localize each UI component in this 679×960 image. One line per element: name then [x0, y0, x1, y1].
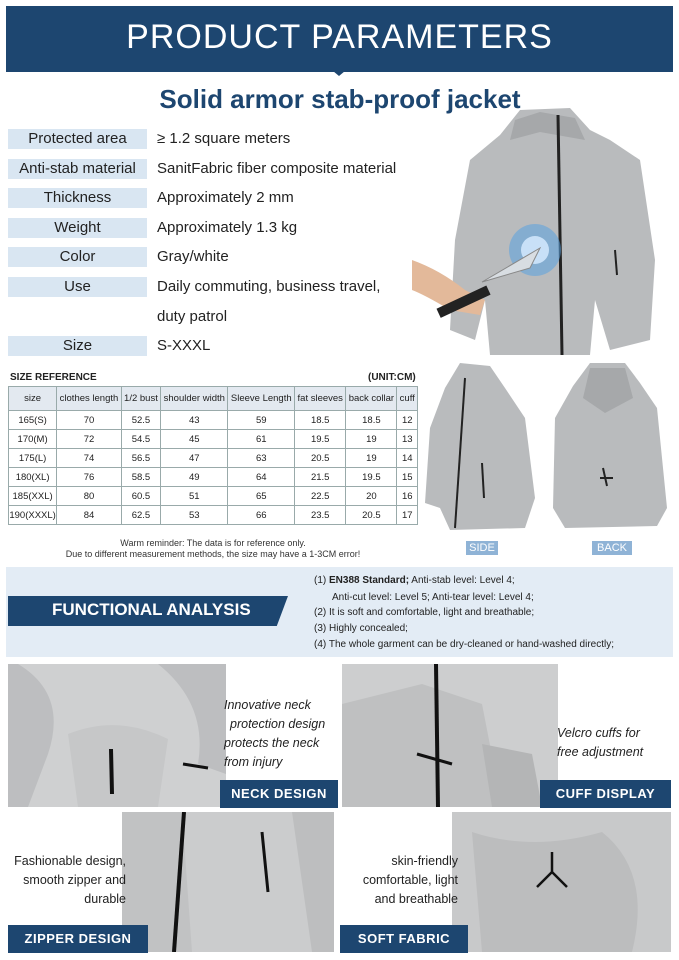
page-title: PRODUCT PARAMETERS: [126, 18, 553, 56]
reminder-line-2: Due to different measurement methods, the size may have a 1-3CM error!: [65, 549, 361, 559]
side-view-label: SIDE: [466, 541, 498, 555]
param-value: SanitFabric fiber composite material: [157, 160, 397, 177]
size-table-cell: 64: [228, 468, 295, 487]
size-table-cell: 62.5: [121, 506, 160, 525]
item-number: (1): [314, 575, 327, 586]
size-table-row: [9, 411, 418, 430]
banner-notch: [327, 66, 351, 76]
param-value-line2: duty patrol: [157, 308, 228, 325]
size-table-cell: 19.5: [295, 430, 346, 449]
size-table-cell: 13: [397, 430, 418, 449]
item-number: (2): [314, 607, 327, 618]
fabric-description: [330, 852, 458, 909]
zipper-photo: [122, 812, 334, 952]
header-cell: clothes length: [57, 387, 122, 411]
desc-line: skin-friendly: [391, 854, 458, 868]
size-table-cell: 20.5: [295, 449, 346, 468]
size-table-cell: 63: [228, 449, 295, 468]
param-label: Protected area: [8, 129, 147, 149]
functional-item-1b: [332, 591, 534, 605]
header-banner: [6, 6, 673, 72]
size-table-cell: 12: [397, 411, 418, 430]
size-reminder: [8, 538, 418, 560]
size-reference-title: SIZE REFERENCE: [10, 372, 97, 383]
desc-line: smooth zipper and: [23, 873, 126, 887]
size-table-cell: 190(XXXL): [9, 506, 57, 525]
item-text: It is soft and comfortable, light and breathable;: [329, 607, 535, 618]
desc-line: from injury: [224, 755, 283, 769]
size-table-cell: 65: [228, 487, 295, 506]
zipper-design-tag: ZIPPER DESIGN: [8, 925, 148, 953]
header-cell: cuff: [397, 387, 418, 411]
size-table-cell: 66: [228, 506, 295, 525]
param-value: Approximately 2 mm: [157, 189, 294, 206]
param-label: Weight: [8, 218, 147, 238]
soft-fabric-tag: SOFT FABRIC: [340, 925, 468, 953]
size-table-cell: 165(S): [9, 411, 57, 430]
size-table: [8, 386, 418, 525]
desc-line: Innovative neck: [224, 698, 311, 712]
desc-line: Velcro cuffs for: [557, 726, 640, 740]
neck-design-tag: NECK DESIGN: [220, 780, 338, 808]
param-value: Daily commuting, business travel,: [157, 278, 381, 295]
size-table-header: [9, 387, 418, 411]
size-table-cell: 14: [397, 449, 418, 468]
item-number: (4): [314, 639, 327, 650]
desc-line: and breathable: [374, 892, 458, 906]
desc-line: comfortable, light: [362, 873, 458, 887]
param-value: S-XXXL: [157, 337, 211, 354]
param-label: Use: [8, 277, 147, 297]
item-bold: EN388 Standard;: [329, 575, 410, 586]
size-table-cell: 180(XL): [9, 468, 57, 487]
param-value: Approximately 1.3 kg: [157, 219, 298, 236]
size-table-cell: 47: [161, 449, 228, 468]
size-table-cell: 61: [228, 430, 295, 449]
size-table-cell: 185(XXL): [9, 487, 57, 506]
size-table-cell: 16: [397, 487, 418, 506]
size-table-cell: 170(M): [9, 430, 57, 449]
header-cell: 1/2 bust: [121, 387, 160, 411]
desc-line: Fashionable design,: [14, 854, 126, 868]
functional-title: FUNCTIONAL ANALYSIS: [52, 600, 251, 619]
param-label: Anti-stab material: [8, 159, 147, 179]
size-table-cell: 20.5: [346, 506, 397, 525]
size-table-row: [9, 487, 418, 506]
neck-photo: [8, 664, 226, 807]
size-table-cell: 18.5: [346, 411, 397, 430]
functional-item-3: [314, 622, 408, 636]
item-text: Highly concealed;: [329, 623, 408, 634]
product-name: Solid armor stab-proof jacket: [159, 84, 521, 114]
item-number: (3): [314, 623, 327, 634]
size-table-cell: 59: [228, 411, 295, 430]
header-cell: Sleeve Length: [228, 387, 295, 411]
item-text: The whole garment can be dry-cleaned or hand-washed directly;: [328, 639, 614, 650]
desc-line: protects the neck: [224, 736, 320, 750]
jacket-back-image: [545, 358, 671, 538]
jacket-side-image: [420, 358, 540, 538]
item-text: Anti-stab level: Level 4;: [411, 575, 515, 586]
header-cell: fat sleeves: [295, 387, 346, 411]
functional-item-2: [314, 606, 534, 620]
desc-line: free adjustment: [557, 745, 644, 759]
size-table-cell: 76: [57, 468, 122, 487]
functional-item-4: [314, 638, 614, 652]
param-value: ≥ 1.2 square meters: [157, 130, 291, 147]
size-table-row: [9, 506, 418, 525]
size-table-cell: 21.5: [295, 468, 346, 487]
cuff-description: [557, 724, 643, 762]
zipper-description: [2, 852, 126, 909]
size-table-cell: 19: [346, 430, 397, 449]
size-table-cell: 43: [161, 411, 228, 430]
size-table-row: [9, 449, 418, 468]
desc-line: durable: [84, 892, 126, 906]
size-table-cell: 20: [346, 487, 397, 506]
size-table-cell: 80: [57, 487, 122, 506]
size-table-cell: 74: [57, 449, 122, 468]
size-table-cell: 56.5: [121, 449, 160, 468]
size-table-cell: 175(L): [9, 449, 57, 468]
size-table-cell: 22.5: [295, 487, 346, 506]
desc-line: protection design: [230, 717, 326, 731]
size-table-cell: 23.5: [295, 506, 346, 525]
size-table-cell: 53: [161, 506, 228, 525]
size-table-row: [9, 430, 418, 449]
size-table-cell: 17: [397, 506, 418, 525]
functional-item-1: [314, 574, 515, 588]
size-table-row: [9, 468, 418, 487]
header-cell: back collar: [346, 387, 397, 411]
size-table-cell: 84: [57, 506, 122, 525]
size-table-cell: 54.5: [121, 430, 160, 449]
reminder-line-1: Warm reminder: The data is for reference only.: [120, 538, 306, 548]
back-view-label: BACK: [592, 541, 632, 555]
item-text: Anti-cut level: Level 5; Anti-tear level: Level 4;: [332, 592, 534, 603]
size-table-cell: 15: [397, 468, 418, 487]
param-value: Gray/white: [157, 248, 229, 265]
size-reference-unit: (UNIT:CM): [368, 372, 416, 383]
param-label: Size: [8, 336, 147, 356]
fabric-photo: [452, 812, 671, 952]
jacket-front-image: [410, 100, 672, 360]
param-label: Color: [8, 247, 147, 267]
size-table-cell: 58.5: [121, 468, 160, 487]
header-cell: size: [9, 387, 57, 411]
cuff-display-tag: CUFF DISPLAY: [540, 780, 671, 808]
header-cell: shoulder width: [161, 387, 228, 411]
neck-description: [224, 696, 325, 772]
size-table-cell: 60.5: [121, 487, 160, 506]
param-label: Thickness: [8, 188, 147, 208]
size-table-cell: 18.5: [295, 411, 346, 430]
size-table-cell: 51: [161, 487, 228, 506]
size-table-cell: 19: [346, 449, 397, 468]
cuff-photo: [342, 664, 558, 807]
size-table-cell: 19.5: [346, 468, 397, 487]
size-table-cell: 49: [161, 468, 228, 487]
size-table-cell: 70: [57, 411, 122, 430]
size-table-cell: 52.5: [121, 411, 160, 430]
size-table-cell: 45: [161, 430, 228, 449]
size-table-cell: 72: [57, 430, 122, 449]
